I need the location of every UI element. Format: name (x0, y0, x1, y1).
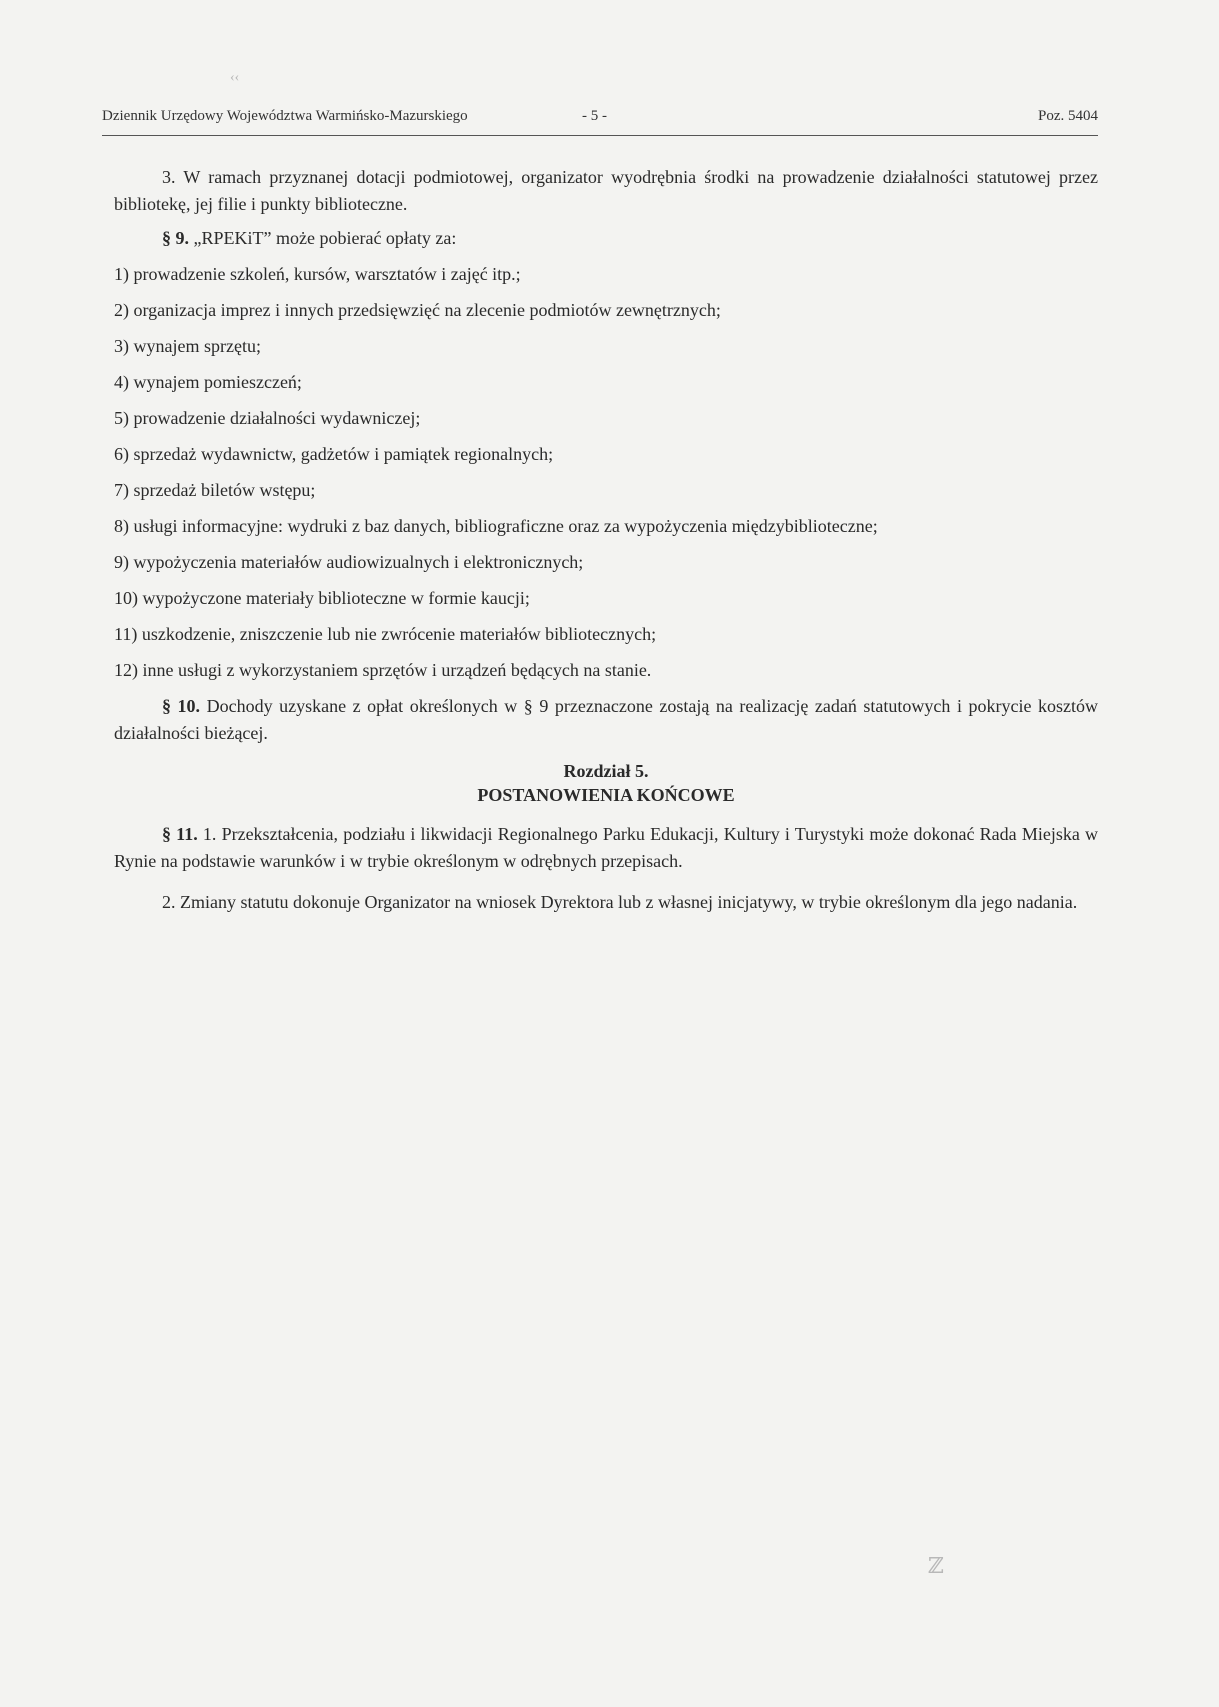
section-11-text: 1. Przekształcenia, podziału i likwidacji Regionalnego Parku Edukacji, Kultury i Turystyki może dokonać Rada Miejska w Rynie na podstawie warunków i w trybie określonym w odrębnych przepisach. (114, 824, 1099, 871)
scan-mark: ℤ (928, 1553, 945, 1578)
section-9-mark: § 9. (162, 228, 189, 248)
list-item: 10) wypożyczone materiały biblioteczne w formie kaucji; (114, 588, 530, 608)
fee-list (114, 261, 1098, 684)
position-number: Poz. 5404 (1038, 108, 1098, 124)
document-body (114, 164, 1098, 923)
list-item: 3) wynajem sprzętu; (114, 336, 261, 356)
list-item: 2) organizacja imprez i innych przedsięwzięć na zlecenie podmiotów zewnętrznych; (114, 300, 721, 320)
section-10-mark: § 10. (162, 696, 201, 716)
journal-title: Dziennik Urzędowy Województwa Warmińsko-Mazurskiego (102, 108, 468, 124)
list-item: 12) inne usługi z wykorzystaniem sprzętów i urządzeń będących na stanie. (114, 660, 652, 680)
section-10 (66, 693, 1098, 747)
page-number: - 5 - (582, 108, 607, 124)
paragraph-3: 3. W ramach przyznanej dotacji podmiotowej, organizator wyodrębnia środki na prowadzenie działalności statutowej przez bibliotekę, jej filie i punkty biblioteczne. (114, 167, 1098, 214)
list-item: 5) prowadzenie działalności wydawniczej; (114, 408, 421, 428)
list-item: 6) sprzedaż wydawnictw, gadżetów i pamiątek regionalnych; (114, 444, 554, 464)
list-item: 1) prowadzenie szkoleń, kursów, warsztatów i zajęć itp.; (114, 264, 521, 284)
page-header (102, 108, 1098, 132)
section-10-text: Dochody uzyskane z opłat określonych w § 9 przeznaczone zostają na realizację zadań statutowych i pokrycie kosztów działalności bieżącej. (114, 696, 1098, 743)
section-11 (66, 821, 1098, 875)
list-item: 9) wypożyczenia materiałów audiowizualnych i elektronicznych; (114, 552, 584, 572)
header-rule (102, 135, 1098, 136)
list-item: 4) wynajem pomieszczeń; (114, 372, 302, 392)
list-item: 7) sprzedaż biletów wstępu; (114, 480, 316, 500)
section-9-text: „RPEKiT” może pobierać opłaty za: (193, 228, 457, 248)
section-11-mark: § 11. (162, 824, 198, 844)
chapter-title: POSTANOWIENIA KOŃCOWE (477, 785, 735, 805)
chapter-number: Rozdział 5. (563, 761, 649, 781)
list-item: 8) usługi informacyjne: wydruki z baz danych, bibliograficzne oraz za wypożyczenia międzybiblioteczne; (114, 516, 878, 536)
scan-mark: ‹‹ (230, 70, 240, 85)
section-9 (66, 225, 1098, 252)
list-item: 11) uszkodzenie, zniszczenie lub nie zwrócenie materiałów bibliotecznych; (114, 624, 657, 644)
section-11-paragraph-2: 2. Zmiany statutu dokonuje Organizator na wniosek Dyrektora lub z własnej inicjatywy, w trybie określonym dla jego nadania. (162, 892, 1078, 912)
